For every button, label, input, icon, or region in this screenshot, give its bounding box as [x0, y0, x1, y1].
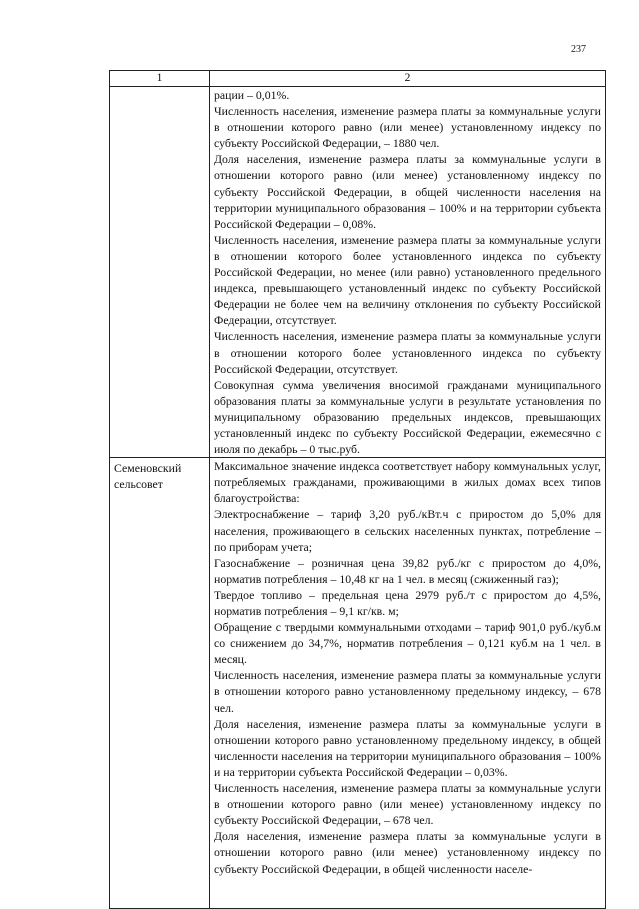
table-header-row — [110, 71, 606, 87]
paragraph: Численность населения, изменение размера платы за коммунальные услуги в отношении которого равно (или менее) установленному индексу по субъекту Российской Федерации, – 678 чел. — [214, 781, 601, 828]
municipality-name-cell: Семеновский сельсовет — [110, 458, 210, 909]
document-table — [109, 70, 606, 909]
paragraph: Доля населения, изменение размера платы за коммунальные услуги в отношении которого равно (или менее) установленному индексу по субъекту Российской Федерации, в общей численности населе- — [214, 829, 601, 876]
paragraph: Максимальное значение индекса соответствует набору коммунальных услуг, потребляемых гражданами, проживающими в жилых домах всех типов благоустройства: — [214, 459, 601, 506]
description-cell — [210, 87, 606, 458]
paragraph: Газоснабжение – розничная цена 39,82 руб./кг с приростом до 4,0%, норматив потребления – 10,48 кг на 1 чел. в месяц (сжиженный газ); — [214, 555, 601, 586]
paragraph: Численность населения, изменение размера платы за коммунальные услуги в отношении которого более установленного индекса по субъекту Российской Федерации, но менее (или равно) установленного предельного индекса, превышающего установленный индекс по субъекту Российской Федерации не более чем на величину отклонения по субъекту Российской Федерации, отсутствует. — [214, 232, 601, 328]
page-number: 237 — [571, 44, 586, 55]
paragraph: Обращение с твердыми коммунальными отходами – тариф 901,0 руб./куб.м со снижением до 34,7%, норматив потребления – 0,121 куб.м на 1 чел. в месяц. — [214, 620, 601, 667]
table-row-continuation — [110, 87, 606, 458]
paragraph: Доля населения, изменение размера платы за коммунальные услуги в отношении которого равно установленному предельному индексу, в общей численности населения на территории муниципального образования – 100% и на территории субъекта Российской Федерации – 0,03%. — [214, 716, 601, 779]
paragraph: Численность населения, изменение размера платы за коммунальные услуги в отношении которого равно установленному предельному индексу, – 678 чел. — [214, 668, 601, 715]
table-row-semenovsky — [110, 458, 606, 909]
paragraph: рации – 0,01%. — [214, 88, 290, 102]
description-cell — [210, 458, 606, 909]
paragraph: Твердое топливо – предельная цена 2979 руб./т с приростом до 4,5%, норматив потребления – 9,1 кг/кв. м; — [214, 587, 601, 618]
paragraph: Доля населения, изменение размера платы за коммунальные услуги в отношении которого равно (или менее) установленному индексу по субъекту Российской Федерации, в общей численности населения на территории муниципального образования – 100% и на территории субъекта Российской Федерации – 0,08%. — [214, 152, 601, 231]
paragraph: Электроснабжение – тариф 3,20 руб./кВт.ч с приростом до 5,0% для населения, проживающего в сельских населенных пунктах, потребление – по приборам учета; — [214, 507, 601, 554]
column-header-2: 2 — [210, 71, 606, 87]
column-header-1: 1 — [110, 71, 210, 87]
paragraph: Численность населения, изменение размера платы за коммунальные услуги в отношении которого равно (или менее) установленному индексу по субъекту Российской Федерации, – 1880 чел. — [214, 104, 601, 151]
paragraph: Численность населения, изменение размера платы за коммунальные услуги в отношении которого более установленного индекса по субъекту Российской Федерации, отсутствует. — [214, 329, 601, 376]
paragraph: Совокупная сумма увеличения вносимой гражданами муниципального образования платы за коммунальные услуги в результате установления по муниципальному образованию предельных индексов, превышающих установленный индекс по субъекту Российской Федерации, ежемесячно с июля по декабрь – 0 тыс.руб. — [214, 377, 601, 457]
municipality-name-cell — [110, 87, 210, 458]
